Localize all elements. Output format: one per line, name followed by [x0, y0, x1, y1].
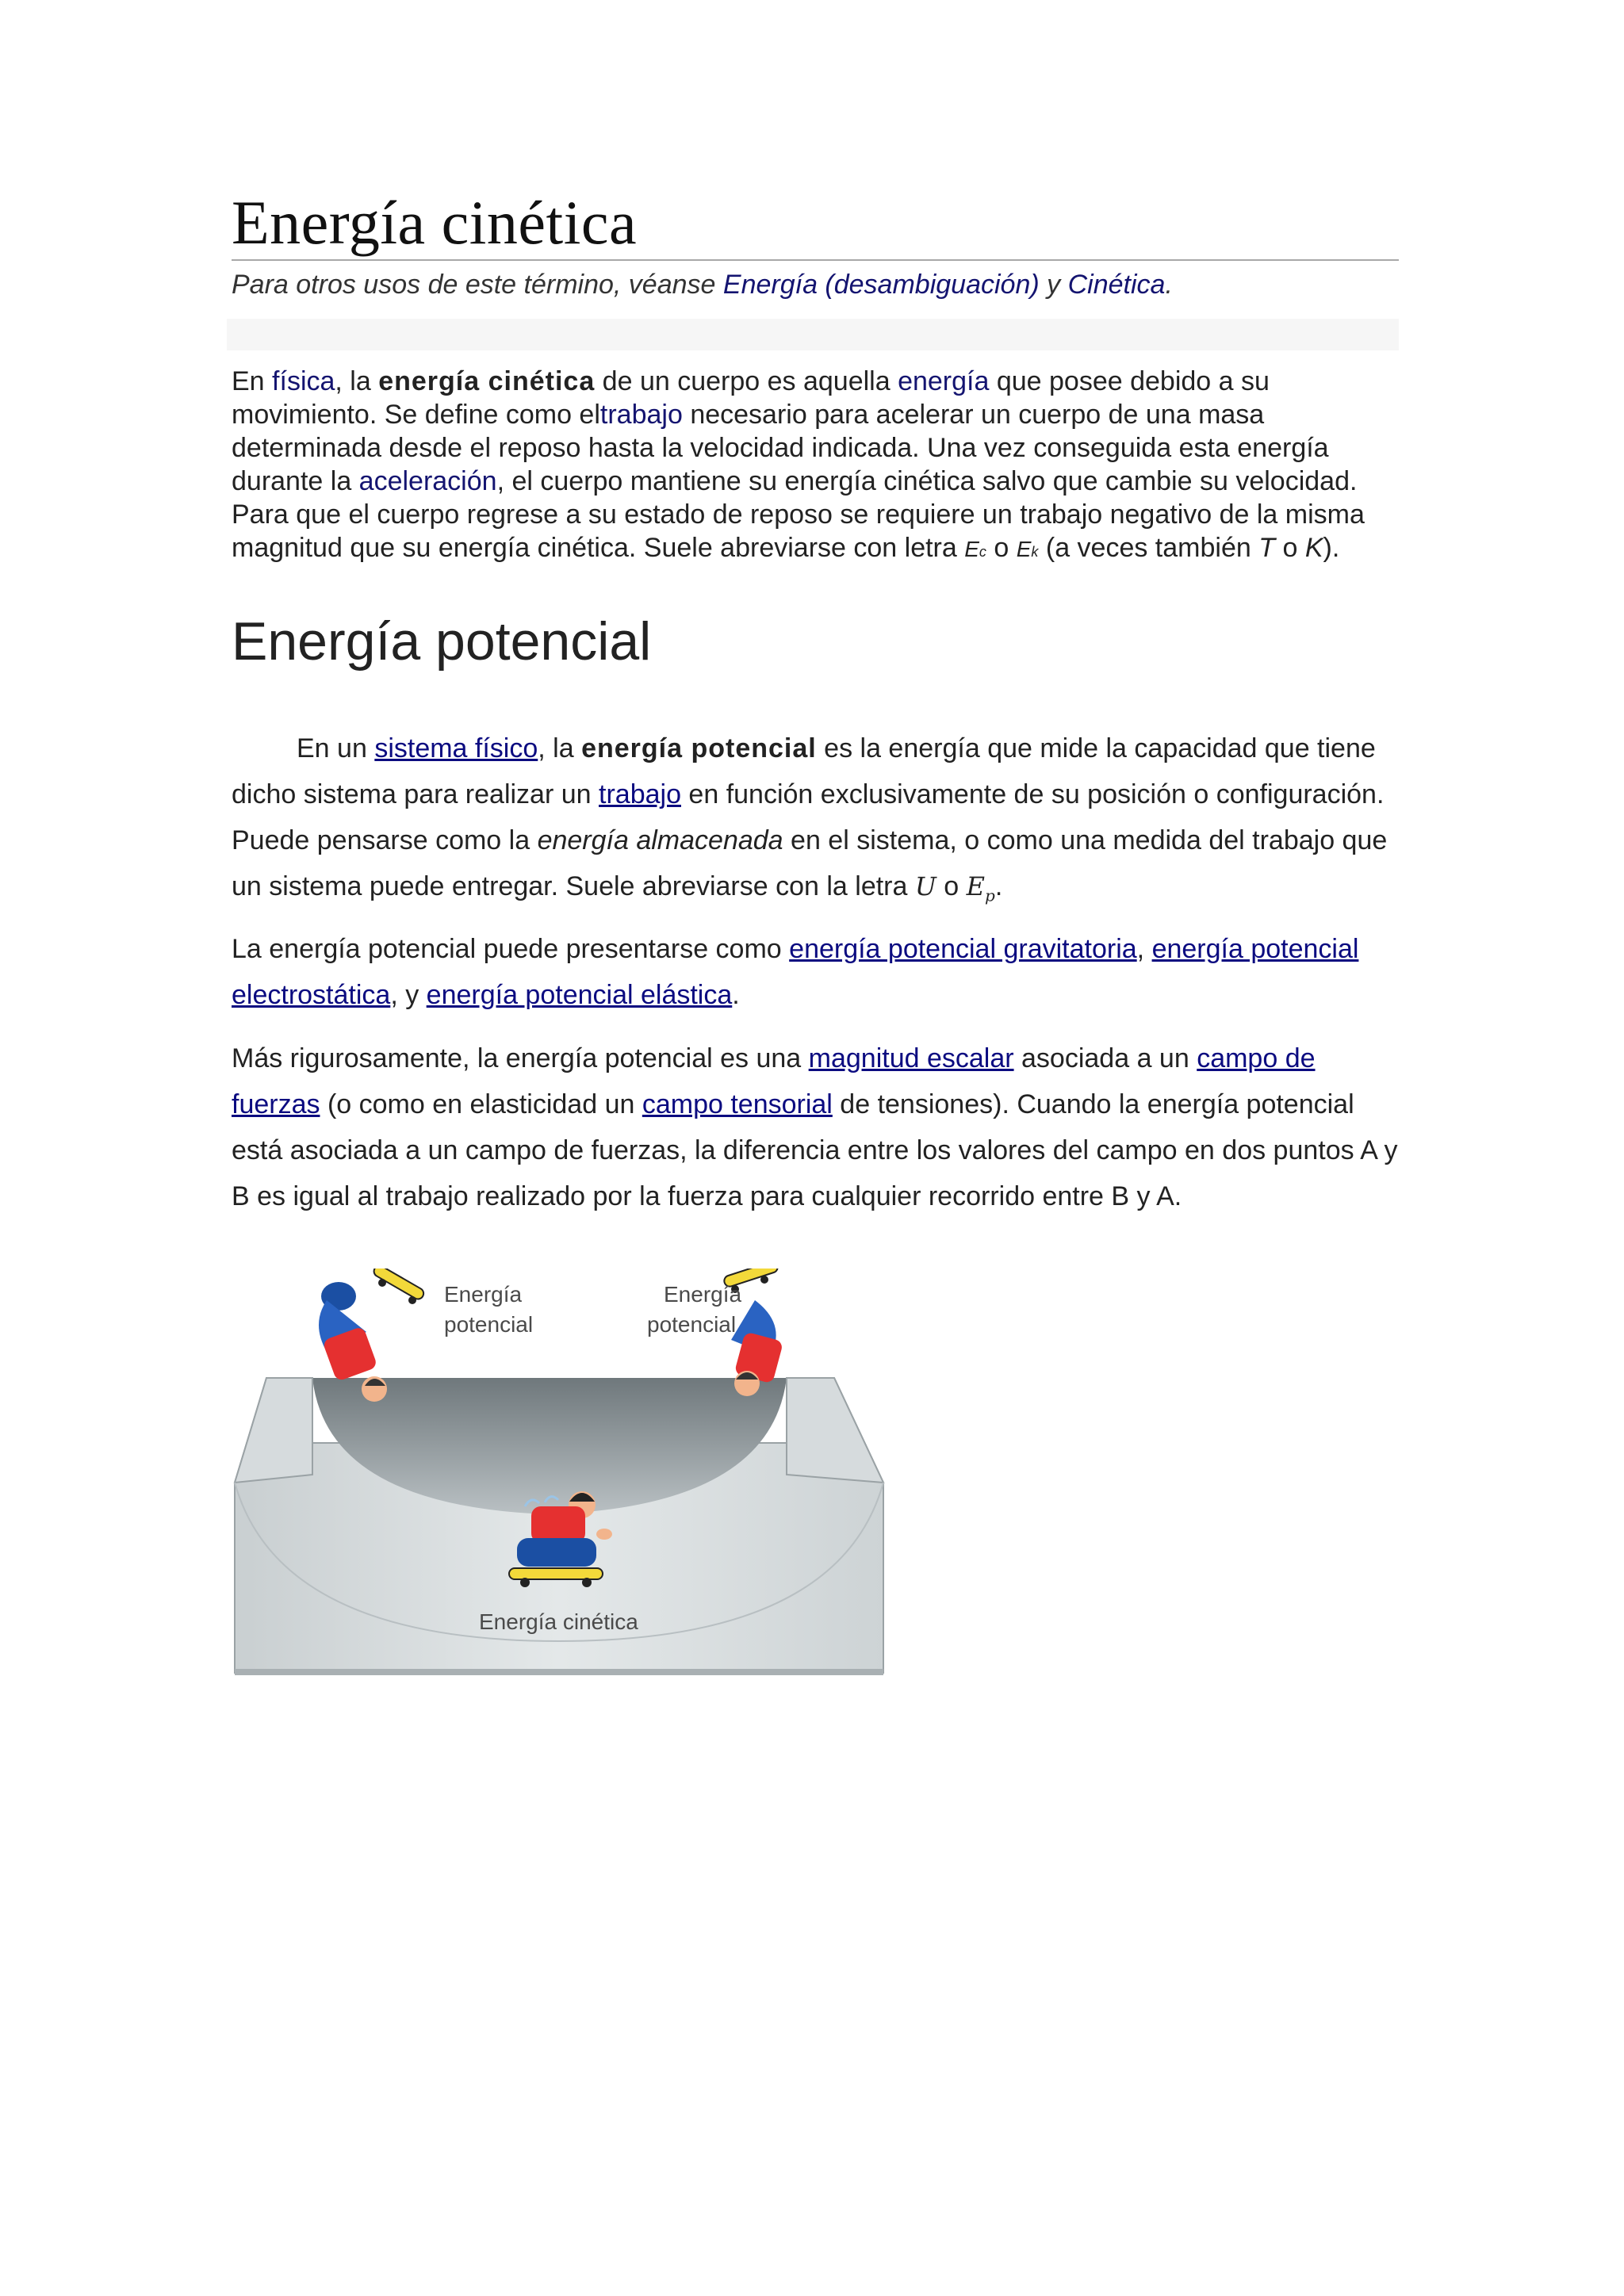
text: necesario para acelerar un cuerpo de una masa determinada desde el reposo hasta la velocidad indicada. Una vez conseguida esta energía durante la: [232, 400, 1329, 496]
text: , y: [390, 980, 427, 1010]
link-fisica[interactable]: física: [272, 366, 335, 396]
link-campo-tensorial[interactable]: campo tensorial: [642, 1089, 833, 1119]
text: En: [232, 366, 273, 396]
symbol-ep: [966, 871, 995, 905]
link-cinetica[interactable]: Cinética: [1067, 270, 1166, 300]
symbol-ek: [1017, 537, 1039, 561]
hatnote-middle: y: [1039, 270, 1068, 300]
title-divider: [232, 259, 1399, 261]
text: Más rigurosamente, la energía potencial es una: [232, 1043, 809, 1073]
text: ).: [1323, 533, 1340, 563]
link-energia-potencial-gravitatoria[interactable]: energía potencial gravitatoria: [789, 934, 1137, 964]
label-potential-right-2: potencial: [647, 1312, 737, 1337]
link-energia-desambiguacion[interactable]: Energía (desambiguación): [722, 270, 1040, 300]
text: (o como en elasticidad un: [320, 1089, 642, 1119]
text: en función exclusivamente de su posición o configuración. Puede pensarse como la: [232, 779, 1385, 855]
halfpipe-illustration: [232, 1269, 890, 1681]
bold-term: energía potencial: [581, 733, 817, 763]
label-potential-left-2: potencial: [444, 1312, 534, 1337]
hatnote: [232, 270, 1173, 300]
label-potential-left-1: Energía: [444, 1282, 523, 1307]
text: .: [732, 980, 740, 1010]
bold-term: energía cinética: [378, 366, 596, 396]
link-sistema-fisico[interactable]: sistema físico: [374, 733, 538, 763]
link-magnitud-escalar[interactable]: magnitud escalar: [808, 1043, 1014, 1073]
link-campo-de-fuerzas[interactable]: campo de fuerzas: [232, 1043, 1316, 1119]
halfpipe-figure: [232, 1269, 890, 1681]
symbol-ek-base: E: [1016, 537, 1032, 561]
page-title: Energía cinética: [232, 188, 638, 257]
symbol-ec-sub: c: [979, 544, 986, 560]
link-trabajo[interactable]: trabajo: [599, 400, 683, 430]
text: es la energía que mide la capacidad que tiene dicho sistema para realizar un: [232, 733, 1376, 809]
text: (a veces también: [1038, 533, 1259, 563]
text: o: [986, 533, 1017, 563]
italic-term: energía almacenada: [537, 825, 783, 855]
symbol-t: T: [1258, 533, 1275, 563]
section-heading: Energía potencial: [232, 611, 652, 672]
text: , la: [538, 733, 582, 763]
symbol-k: K: [1304, 533, 1323, 563]
text: de un cuerpo es aquella: [595, 366, 898, 396]
text: La energía potencial puede presentarse como: [232, 934, 790, 964]
notice-band: [227, 319, 1399, 350]
potential-paragraph-1: [232, 725, 1399, 918]
text: o: [936, 871, 967, 901]
symbol-u: U: [914, 871, 936, 901]
text: o: [1275, 533, 1305, 563]
link-energia-potencial-elastica[interactable]: energía potencial elástica: [426, 980, 733, 1010]
symbol-ec-base: E: [964, 537, 979, 561]
text: en el sistema, o como una medida del trabajo que un sistema puede entregar. Suele abreviarse con la letra: [232, 825, 1388, 901]
text: , la: [335, 366, 379, 396]
hatnote-prefix: Para otros usos de este término, véanse: [232, 270, 723, 300]
potential-paragraph-3: [232, 1035, 1399, 1219]
hatnote-suffix: .: [1165, 270, 1173, 300]
text: .: [994, 871, 1003, 901]
text: , el cuerpo mantiene su energía cinética salvo que cambie su velocidad. Para que el cuerpo regrese a su estado de reposo se requiere un trabajo negativo de la misma magnitud que su energía cinética. Suele abreviarse con letra: [232, 466, 1365, 563]
link-trabajo-2[interactable]: trabajo: [599, 779, 681, 809]
label-kinetic: Energía cinética: [479, 1609, 638, 1634]
text: ,: [1136, 934, 1152, 964]
symbol-ep-sub: p: [985, 886, 995, 905]
text: de tensiones). Cuando la energía potencial está asociada a un campo de fuerzas, la diferencia entre los valores del campo en dos puntos A y B es igual al trabajo realizado por la fuerza para cualquier recorrido entre B y A.: [232, 1089, 1398, 1211]
text: asociada a un: [1013, 1043, 1197, 1073]
link-aceleracion[interactable]: aceleración: [358, 466, 497, 496]
symbol-ec: [964, 537, 986, 561]
link-energia-potencial-electrostatica[interactable]: energía potencial electrostática: [232, 934, 1359, 1010]
symbol-ep-base: E: [966, 871, 985, 901]
text: En un: [297, 733, 375, 763]
symbol-ek-sub: k: [1031, 544, 1039, 560]
link-energia[interactable]: energía: [898, 366, 990, 396]
label-potential-right-1: Energía: [664, 1282, 742, 1307]
intro-paragraph: [232, 365, 1399, 568]
potential-paragraph-2: [232, 926, 1399, 1018]
text: que posee debido a su movimiento. Se define como el: [232, 366, 1270, 430]
